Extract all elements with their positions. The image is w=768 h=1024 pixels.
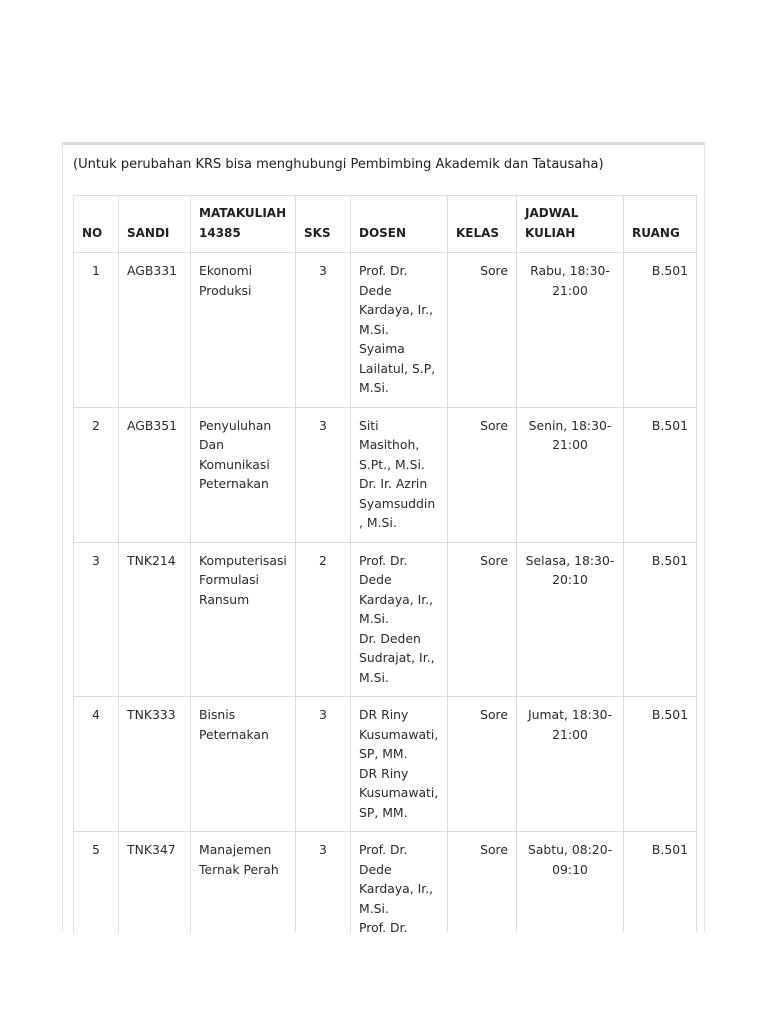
dosen-name: Dr. Deden Sudrajat, Ir., M.Si.: [359, 630, 435, 685]
cell-dosen: [351, 832, 448, 933]
cell-matakuliah: Penyuluhan Dan Komunikasi Peternakan: [191, 407, 296, 542]
header-dosen: DOSEN: [351, 196, 448, 253]
cell-jadwal: Rabu, 18:30-21:00: [517, 253, 624, 408]
cell-kelas: Sore: [448, 697, 517, 832]
cell-dosen: [351, 407, 448, 542]
header-sandi: SANDI: [119, 196, 191, 253]
header-ruang: RUANG: [624, 196, 697, 253]
cell-sandi: AGB331: [119, 253, 191, 408]
cell-sks: 3: [296, 253, 351, 408]
dosen-name: Syaima Lailatul, S.P, M.Si.: [359, 341, 436, 395]
cell-sks: 3: [296, 697, 351, 832]
cell-matakuliah: Manajemen Ternak Perah: [191, 832, 296, 933]
cell-sandi: TNK347: [119, 832, 191, 933]
table-row: [74, 832, 697, 933]
dosen-name: DR Riny Kusumawati, SP, MM.: [359, 765, 439, 820]
cell-sandi: TNK214: [119, 542, 191, 697]
cell-ruang: B.501: [624, 407, 697, 542]
header-kelas: KELAS: [448, 196, 517, 253]
cell-sks: 3: [296, 407, 351, 542]
cell-dosen: [351, 253, 448, 408]
table-row: [74, 542, 697, 697]
header-no: NO: [74, 196, 119, 253]
cell-no: 3: [74, 542, 119, 697]
cell-kelas: Sore: [448, 407, 517, 542]
dosen-name: Dr. Ir. Azrin Syamsuddin, M.Si.: [359, 476, 436, 530]
cell-matakuliah: Ekonomi Produksi: [191, 253, 296, 408]
krs-table: [73, 195, 697, 932]
cell-jadwal: Senin, 18:30-21:00: [517, 407, 624, 542]
table-row: [74, 697, 697, 832]
cell-kelas: Sore: [448, 542, 517, 697]
header-jadwal: JADWAL KULIAH: [517, 196, 624, 253]
cell-no: 4: [74, 697, 119, 832]
cell-sks: 2: [296, 542, 351, 697]
cell-sks: 3: [296, 832, 351, 933]
cell-no: 2: [74, 407, 119, 542]
cell-no: 5: [74, 832, 119, 933]
table-row: [74, 253, 697, 408]
dosen-name: Prof. Dr. Dede Kardaya, Ir., M.Si.: [359, 842, 434, 916]
header-sks: SKS: [296, 196, 351, 253]
cell-dosen: [351, 542, 448, 697]
cell-no: 1: [74, 253, 119, 408]
cell-ruang: B.501: [624, 832, 697, 933]
dosen-name: Prof. Dr. Dede Kardaya, Ir., M.Si.: [359, 263, 434, 337]
cell-ruang: B.501: [624, 253, 697, 408]
cell-matakuliah: Bisnis Peternakan: [191, 697, 296, 832]
cell-sandi: TNK333: [119, 697, 191, 832]
dosen-name: Siti Masithoh, S.Pt., M.Si.: [359, 417, 425, 472]
dosen-name: Prof. Dr.: [359, 920, 408, 932]
dosen-name: DR Riny Kusumawati, SP, MM.: [359, 707, 439, 761]
dosen-name: Prof. Dr. Dede Kardaya, Ir., M.Si.: [359, 552, 434, 626]
cell-kelas: Sore: [448, 832, 517, 933]
cell-ruang: B.501: [624, 542, 697, 697]
cell-ruang: B.501: [624, 697, 697, 832]
cell-sandi: AGB351: [119, 407, 191, 542]
krs-card: [62, 142, 705, 932]
table-row: [74, 407, 697, 542]
cell-jadwal: Selasa, 18:30-20:10: [517, 542, 624, 697]
cell-dosen: [351, 697, 448, 832]
cell-matakuliah: Komputerisasi Formulasi Ransum: [191, 542, 296, 697]
krs-note: (Untuk perubahan KRS bisa menghubungi Pembimbing Akademik dan Tatausaha): [73, 157, 604, 172]
cell-jadwal: Sabtu, 08:20-09:10: [517, 832, 624, 933]
table-header-row: [74, 196, 697, 253]
cell-jadwal: Jumat, 18:30-21:00: [517, 697, 624, 832]
cell-kelas: Sore: [448, 253, 517, 408]
header-matakuliah: MATAKULIAH 14385: [191, 196, 296, 253]
